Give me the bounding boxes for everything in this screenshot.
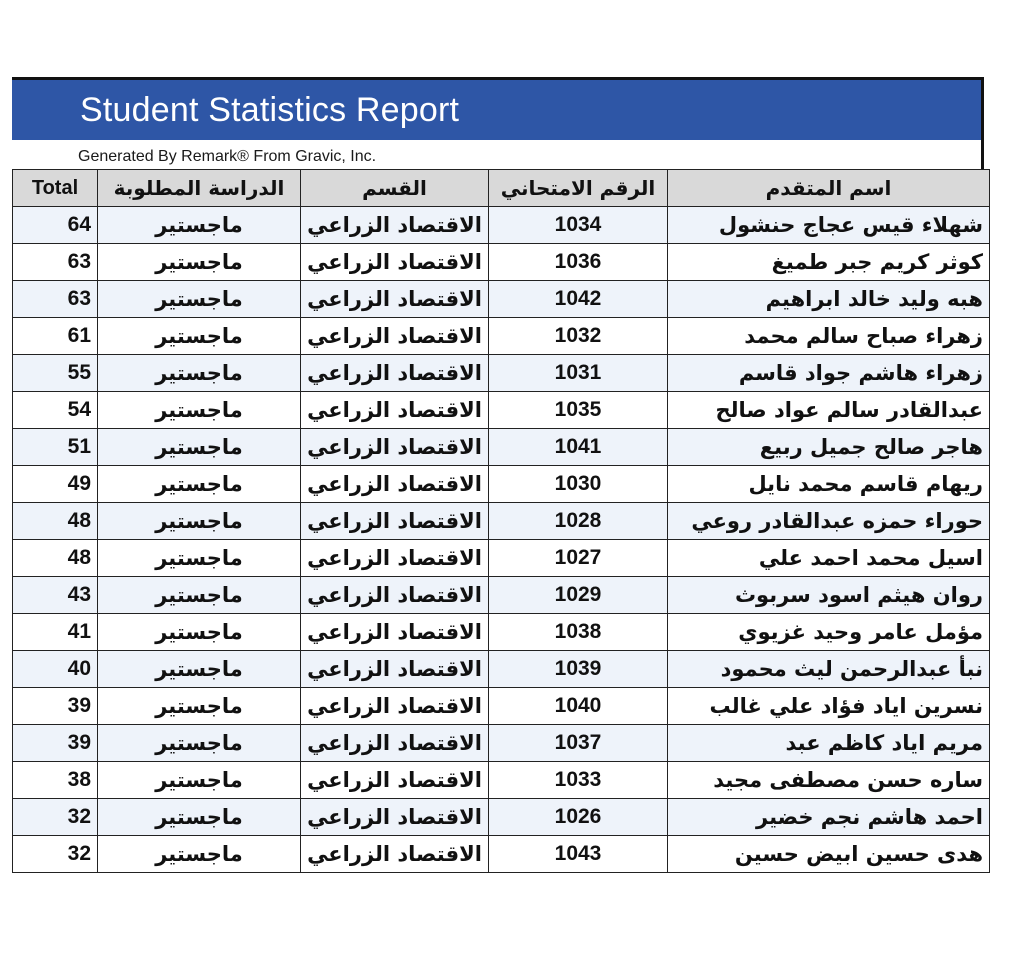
report [12,77,984,873]
cell-study: ماجستير [98,651,301,688]
cell-name: كوثر كريم جبر طميغ [668,244,990,281]
column-header-total: Total [13,170,98,207]
table-row [13,836,990,873]
table-row [13,577,990,614]
column-header-study: الدراسة المطلوبة [98,170,301,207]
cell-exam-number: 1038 [489,614,668,651]
column-header-name: اسم المتقدم [668,170,990,207]
cell-department: الاقتصاد الزراعي [301,762,489,799]
cell-department: الاقتصاد الزراعي [301,688,489,725]
cell-study: ماجستير [98,614,301,651]
cell-department: الاقتصاد الزراعي [301,503,489,540]
table-body [13,207,990,873]
cell-exam-number: 1030 [489,466,668,503]
table-row [13,429,990,466]
cell-total: 51 [13,429,98,466]
cell-exam-number: 1028 [489,503,668,540]
cell-total: 63 [13,281,98,318]
table-row [13,207,990,244]
cell-name: مريم اياد كاظم عبد [668,725,990,762]
cell-exam-number: 1034 [489,207,668,244]
cell-name: حوراء حمزه عبدالقادر روعي [668,503,990,540]
cell-department: الاقتصاد الزراعي [301,466,489,503]
cell-department: الاقتصاد الزراعي [301,540,489,577]
cell-name: نسرين اياد فؤاد علي غالب [668,688,990,725]
column-header-exam-number: الرقم الامتحاني [489,170,668,207]
cell-exam-number: 1043 [489,836,668,873]
cell-study: ماجستير [98,836,301,873]
cell-study: ماجستير [98,466,301,503]
cell-name: اسيل محمد احمد علي [668,540,990,577]
cell-total: 48 [13,540,98,577]
cell-name: هبه وليد خالد ابراهيم [668,281,990,318]
cell-name: ساره حسن مصطفى مجيد [668,762,990,799]
table-row [13,540,990,577]
cell-exam-number: 1042 [489,281,668,318]
cell-total: 48 [13,503,98,540]
cell-name: نبأ عبدالرحمن ليث محمود [668,651,990,688]
cell-department: الاقتصاد الزراعي [301,355,489,392]
cell-name: زهراء هاشم جواد قاسم [668,355,990,392]
cell-department: الاقتصاد الزراعي [301,725,489,762]
cell-total: 54 [13,392,98,429]
cell-department: الاقتصاد الزراعي [301,207,489,244]
cell-total: 32 [13,836,98,873]
table-row [13,799,990,836]
table-row [13,725,990,762]
subtitle-row [12,140,984,169]
cell-total: 32 [13,799,98,836]
cell-exam-number: 1041 [489,429,668,466]
table-row [13,466,990,503]
cell-study: ماجستير [98,725,301,762]
cell-study: ماجستير [98,503,301,540]
cell-total: 41 [13,614,98,651]
table-row [13,318,990,355]
cell-exam-number: 1040 [489,688,668,725]
cell-exam-number: 1033 [489,762,668,799]
cell-department: الاقتصاد الزراعي [301,392,489,429]
cell-total: 55 [13,355,98,392]
cell-study: ماجستير [98,207,301,244]
report-title: Student Statistics Report [80,90,460,129]
cell-department: الاقتصاد الزراعي [301,429,489,466]
cell-department: الاقتصاد الزراعي [301,244,489,281]
cell-exam-number: 1037 [489,725,668,762]
cell-exam-number: 1027 [489,540,668,577]
cell-total: 43 [13,577,98,614]
cell-study: ماجستير [98,244,301,281]
cell-exam-number: 1029 [489,577,668,614]
cell-study: ماجستير [98,540,301,577]
cell-exam-number: 1031 [489,355,668,392]
cell-study: ماجستير [98,762,301,799]
cell-total: 39 [13,688,98,725]
cell-study: ماجستير [98,688,301,725]
cell-exam-number: 1035 [489,392,668,429]
cell-name: شهلاء قيس عجاج حنشول [668,207,990,244]
cell-department: الاقتصاد الزراعي [301,318,489,355]
cell-total: 63 [13,244,98,281]
generated-by-text: Generated By Remark® From Gravic, Inc. [78,148,377,165]
table-header-row [13,170,990,207]
cell-study: ماجستير [98,799,301,836]
table-row [13,651,990,688]
report-banner [12,77,984,140]
cell-exam-number: 1036 [489,244,668,281]
cell-exam-number: 1039 [489,651,668,688]
cell-study: ماجستير [98,392,301,429]
cell-total: 38 [13,762,98,799]
cell-name: هاجر صالح جميل ربيع [668,429,990,466]
cell-study: ماجستير [98,577,301,614]
cell-study: ماجستير [98,355,301,392]
table-row [13,244,990,281]
cell-name: هدى حسين ابيض حسين [668,836,990,873]
table-row [13,355,990,392]
cell-name: احمد هاشم نجم خضير [668,799,990,836]
cell-study: ماجستير [98,281,301,318]
cell-department: الاقتصاد الزراعي [301,799,489,836]
table-row [13,503,990,540]
table-row [13,392,990,429]
student-table [12,169,990,873]
cell-study: ماجستير [98,318,301,355]
column-header-department: القسم [301,170,489,207]
cell-exam-number: 1032 [489,318,668,355]
cell-department: الاقتصاد الزراعي [301,281,489,318]
cell-total: 40 [13,651,98,688]
cell-name: ريهام قاسم محمد نايل [668,466,990,503]
cell-total: 39 [13,725,98,762]
cell-name: عبدالقادر سالم عواد صالح [668,392,990,429]
cell-name: مؤمل عامر وحيد غزيوي [668,614,990,651]
cell-study: ماجستير [98,429,301,466]
cell-department: الاقتصاد الزراعي [301,651,489,688]
cell-name: روان هيثم اسود سربوث [668,577,990,614]
cell-department: الاقتصاد الزراعي [301,836,489,873]
cell-total: 49 [13,466,98,503]
table-row [13,614,990,651]
table-row [13,762,990,799]
cell-exam-number: 1026 [489,799,668,836]
cell-total: 61 [13,318,98,355]
table-row [13,281,990,318]
cell-department: الاقتصاد الزراعي [301,577,489,614]
cell-total: 64 [13,207,98,244]
table-row [13,688,990,725]
cell-name: زهراء صباح سالم محمد [668,318,990,355]
cell-department: الاقتصاد الزراعي [301,614,489,651]
